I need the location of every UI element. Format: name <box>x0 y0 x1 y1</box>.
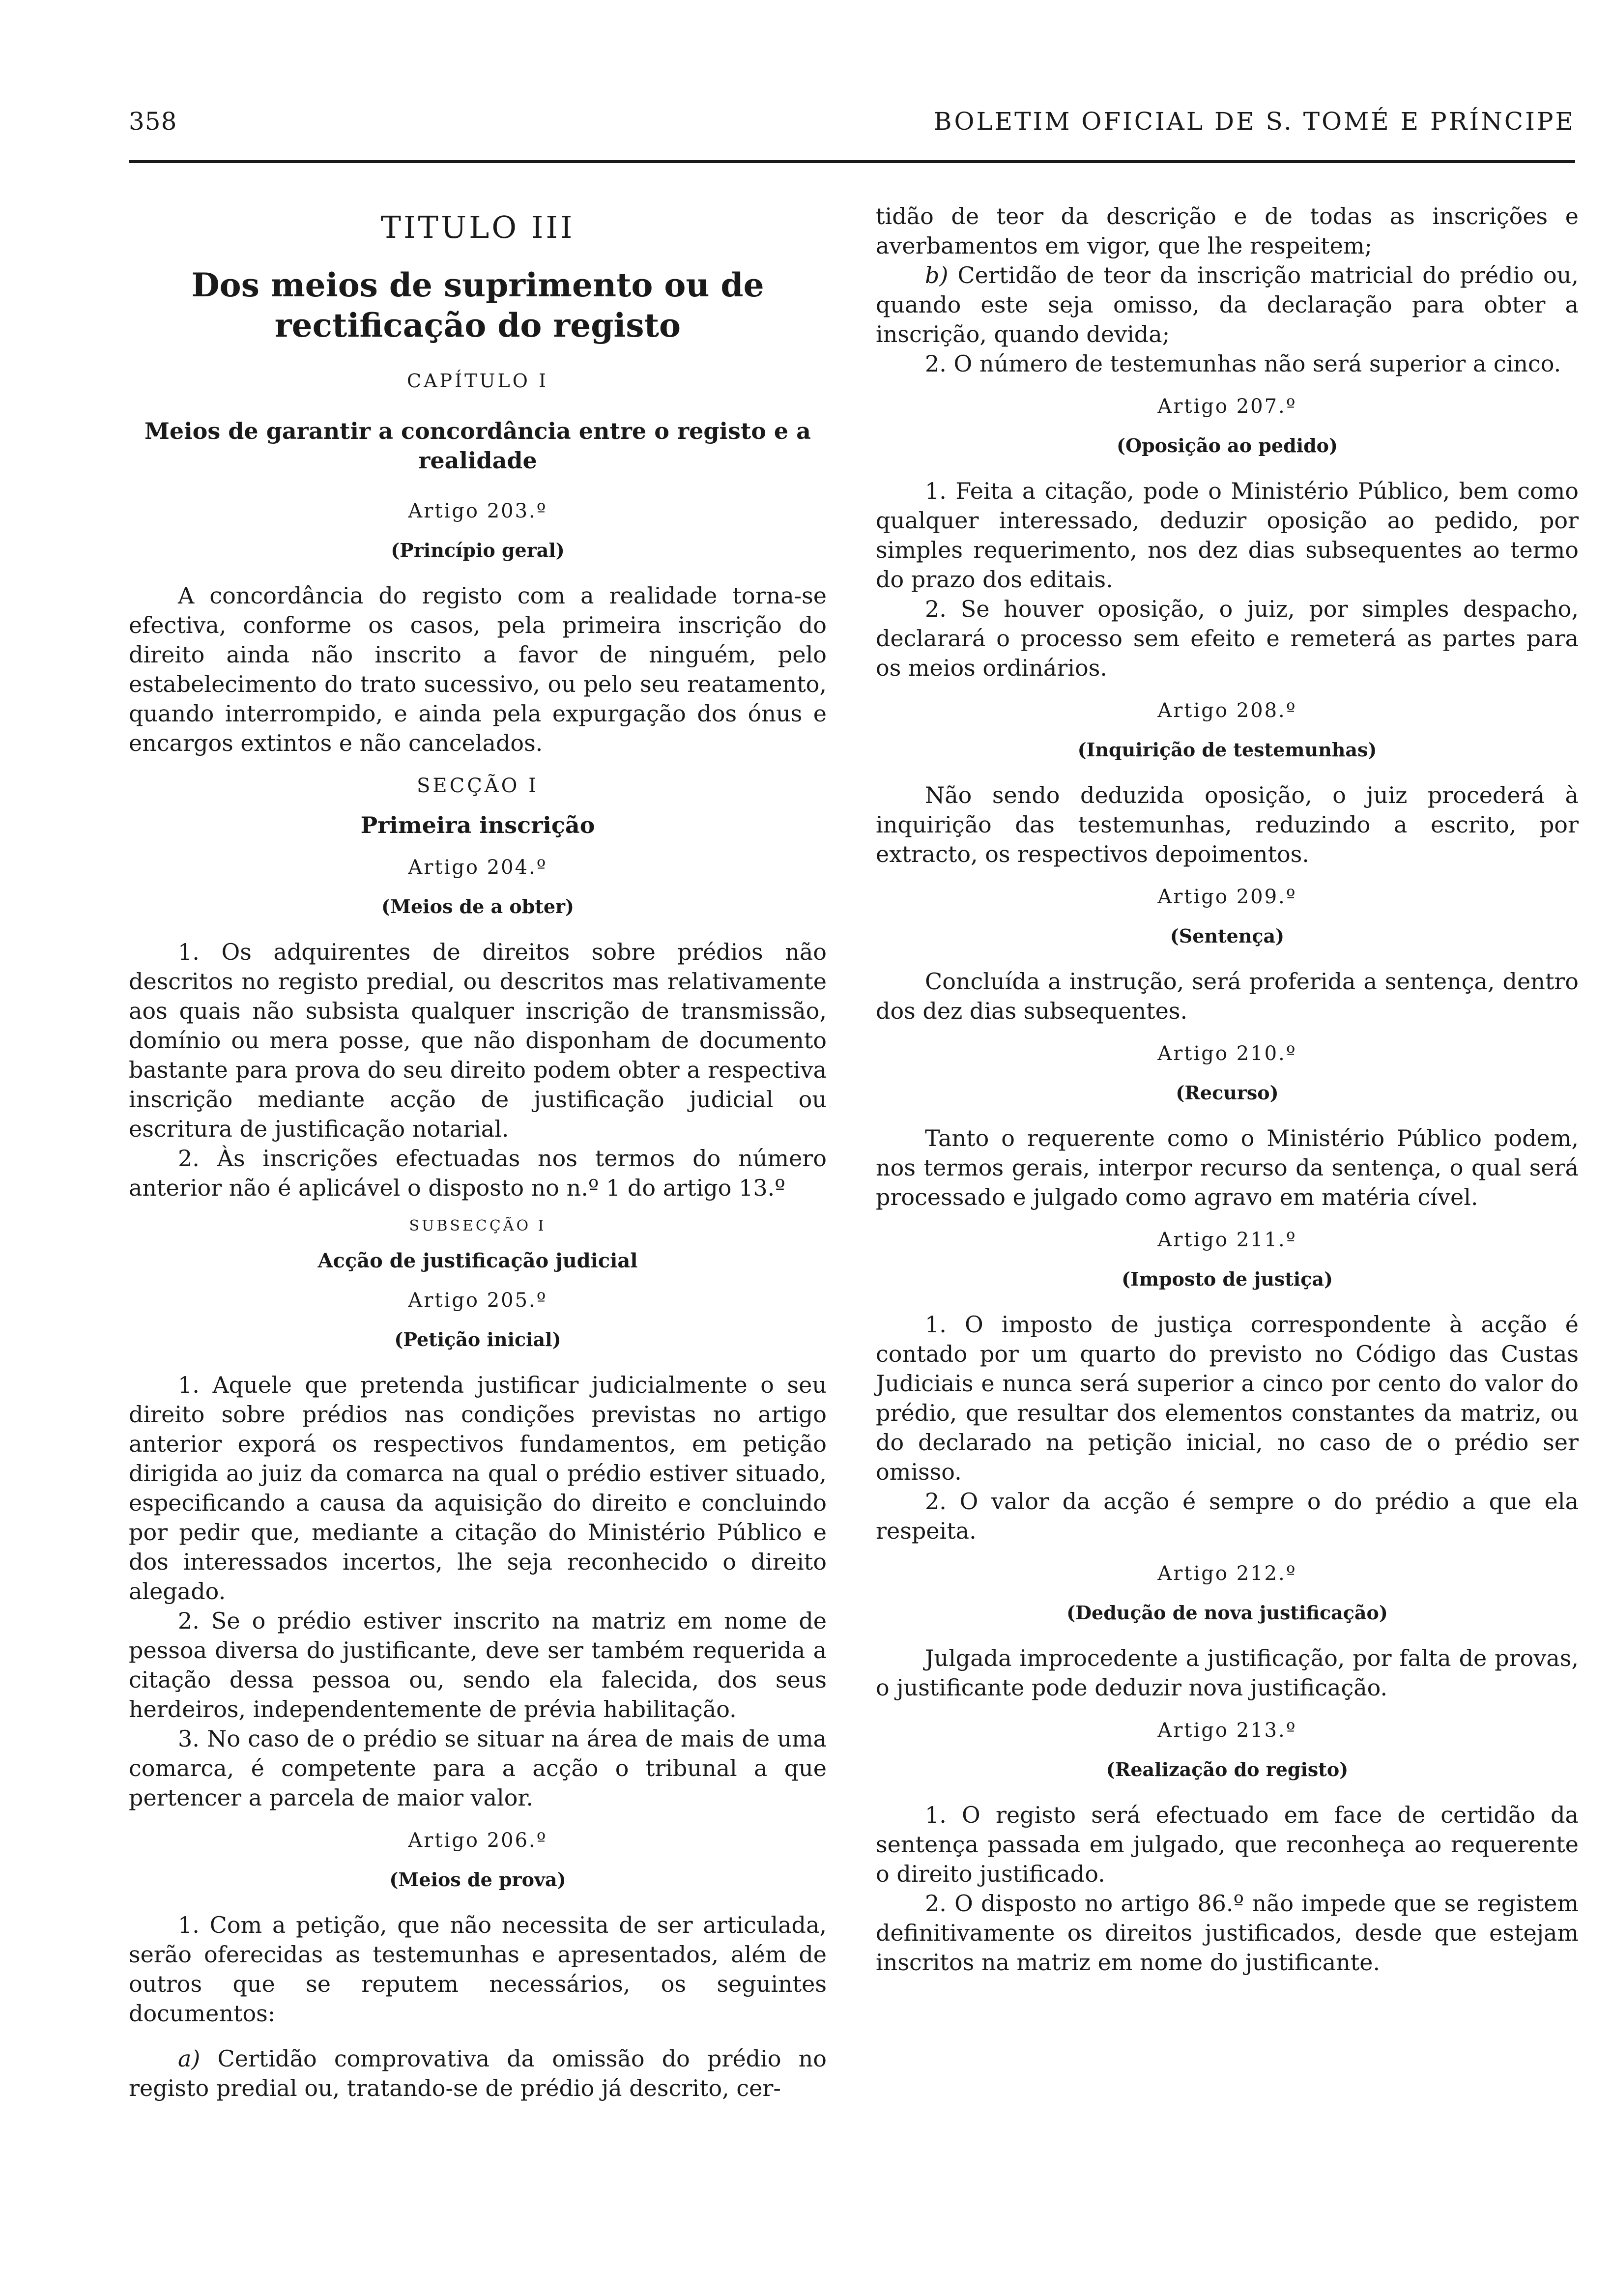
article-rubric: (Inquirição de testemunhas) <box>1077 739 1377 761</box>
right-column <box>876 201 1579 2267</box>
article-paragraph: 1. O imposto de justiça correspondente à acção é contado por um quarto do previsto no Código das Custas Judiciais e nunca será superior a cinco por cento do valor do prédio, que resultar dos elementos constantes da matriz, ou do declarado na petição inicial, no caso de o prédio ser omisso. <box>876 1311 1579 1485</box>
article-rubric: (Realização do registo) <box>1106 1758 1349 1780</box>
capitulo-heading: CAPÍTULO I <box>407 370 548 392</box>
article-paragraph: 2. O número de testemunhas não será superior a cinco. <box>925 350 1561 377</box>
article-paragraph: Tanto o requerente como o Ministério Público podem, nos termos gerais, interpor recurso da sentença, o qual será processado e julgado como agravo em matéria cível. <box>876 1125 1579 1210</box>
titulo-heading: TITULO III <box>380 209 575 245</box>
capitulo-name: Meios de garantir a concordância entre o registo e a realidade <box>144 418 811 474</box>
continued-paragraph: tidão de teor da descrição e de todas as inscrições e averbamentos em vigor, que lhe respeitem; <box>876 203 1579 259</box>
article-paragraph: 1. Aquele que pretenda justificar judicialmente o seu direito sobre prédios nas condições previstas no artigo anterior exporá os respectivos fundamentos, em petição dirigida ao juiz da comarca na qual o prédio estiver situado, especificando a causa da aquisição do direito e concluindo por pedir que, mediante a citação do Ministério Público e dos interessados incertos, lhe seja reconhecido o direito alegado. <box>129 1372 827 1605</box>
article-paragraph: 1. Com a petição, que não necessita de ser articulada, serão oferecidas as testemunhas e apresentados, além de outros que se reputem necessários, os seguintes documentos: <box>129 1912 827 2027</box>
item-letter: a) <box>178 2045 201 2072</box>
titulo-name: Dos meios de suprimento ou de rectificação do registo <box>191 266 764 344</box>
article-rubric: (Meios de prova) <box>389 1868 566 1891</box>
article-paragraph: Concluída a instrução, será proferida a sentença, dentro dos dez dias subsequentes. <box>876 968 1579 1024</box>
article-rubric: (Oposição ao pedido) <box>1116 434 1338 457</box>
article-title: Artigo 205.º <box>408 1289 547 1312</box>
article-title: Artigo 213.º <box>1157 1719 1297 1742</box>
article-paragraph: 2. Se houver oposição, o juiz, por simples despacho, declarará o processo sem efeito e remeterá as partes para os meios ordinários. <box>876 596 1579 681</box>
item-letter: b) <box>925 262 949 288</box>
article-title: Artigo 207.º <box>1157 395 1297 418</box>
article-rubric: (Recurso) <box>1176 1082 1279 1104</box>
seccao-name: Primeira inscrição <box>360 812 595 838</box>
article-paragraph: Julgada improcedente a justificação, por falta de provas, o justificante pode deduzir nova justificação. <box>876 1645 1579 1701</box>
subseccao-heading: SUBSECÇÃO I <box>409 1217 547 1234</box>
article-paragraph: 2. O disposto no artigo 86.º não impede que se registem definitivamente os direitos justificados, desde que estejam inscritos na matriz em nome do justificante. <box>876 1890 1579 1976</box>
item-text: Certidão comprovativa da omissão do prédio no registo predial ou, tratando-se de prédio já descrito, cer- <box>129 2045 827 2101</box>
publication-title: BOLETIM OFICIAL DE S. TOMÉ E PRÍNCIPE <box>933 107 1575 136</box>
article-rubric: (Meios de a obter) <box>381 895 575 918</box>
article-paragraph <box>876 260 1579 349</box>
article-title: Artigo 211.º <box>1157 1229 1297 1251</box>
article-rubric: (Sentença) <box>1170 925 1285 947</box>
left-column <box>129 201 827 2267</box>
article-title: Artigo 206.º <box>408 1829 547 1852</box>
subseccao-name: Acção de justificação judicial <box>317 1249 638 1272</box>
article-paragraph: 2. Se o prédio estiver inscrito na matriz em nome de pessoa diversa do justificante, deve ser também requerida a citação dessa pessoa ou, sendo ela falecida, dos seus herdeiros, independentemente de prévia habilitação. <box>129 1607 827 1722</box>
article-paragraph: Não sendo deduzida oposição, o juiz procederá à inquirição das testemunhas, reduzindo a escrito, por extracto, os respectivos depoimentos. <box>876 782 1579 867</box>
article-paragraph: 1. O registo será efectuado em face de certidão da sentença passada em julgado, que reconheça ao requerente o direito justificado. <box>876 1802 1579 1887</box>
article-rubric: (Imposto de justiça) <box>1122 1268 1333 1290</box>
article-paragraph: 2. Às inscrições efectuadas nos termos do número anterior não é aplicável o disposto no n.º 1 do artigo 13.º <box>129 1145 827 1201</box>
article-title: Artigo 212.º <box>1157 1562 1297 1585</box>
article-title: Artigo 210.º <box>1157 1042 1297 1065</box>
article-paragraph: 1. Feita a citação, pode o Ministério Público, bem como qualquer interessado, deduzir oposição ao pedido, por simples requerimento, nos dez dias subsequentes ao termo do prazo dos editais. <box>876 478 1579 593</box>
article-title: Artigo 203.º <box>408 500 547 522</box>
page-number: 358 <box>129 107 177 136</box>
article-rubric: (Petição inicial) <box>394 1328 561 1350</box>
article-paragraph: A concordância do registo com a realidade torna-se efectiva, conforme os casos, pela primeira inscrição do direito ainda não inscrito a favor de ninguém, pelo estabelecimento do trato sucessivo, ou pelo seu reatamento, quando interrompido, e ainda pela expurgação dos ónus e encargos extintos e não cancelados. <box>129 582 827 756</box>
page-header <box>129 107 1575 151</box>
article-paragraph: 2. O valor da acção é sempre o do prédio a que ela respeita. <box>876 1488 1579 1544</box>
article-title: Artigo 209.º <box>1157 886 1297 908</box>
article-paragraph: 1. Os adquirentes de direitos sobre prédios não descritos no registo predial, ou descritos mas relativamente aos quais não subsista qualquer inscrição de transmissão, domínio ou mera posse, que não disponham de documento bastante para prova do seu direito podem obter a respectiva inscrição mediante acção de justificação judicial ou escritura de justificação notarial. <box>129 939 827 1142</box>
article-rubric: (Princípio geral) <box>391 539 565 561</box>
item-text: Certidão de teor da inscrição matricial do prédio ou, quando este seja omisso, da declaração para obter a inscrição, quando devida; <box>876 262 1579 347</box>
article-rubric: (Dedução de nova justificação) <box>1066 1602 1388 1624</box>
article-title: Artigo 204.º <box>408 856 547 879</box>
article-paragraph: 3. No caso de o prédio se situar na área de mais de uma comarca, é competente para a acção o tribunal a que pertencer a parcela de maior valor. <box>129 1725 827 1811</box>
article-title: Artigo 208.º <box>1157 699 1297 722</box>
seccao-heading: SECÇÃO I <box>416 775 539 797</box>
header-rule <box>129 160 1575 163</box>
article-paragraph <box>129 2044 827 2103</box>
